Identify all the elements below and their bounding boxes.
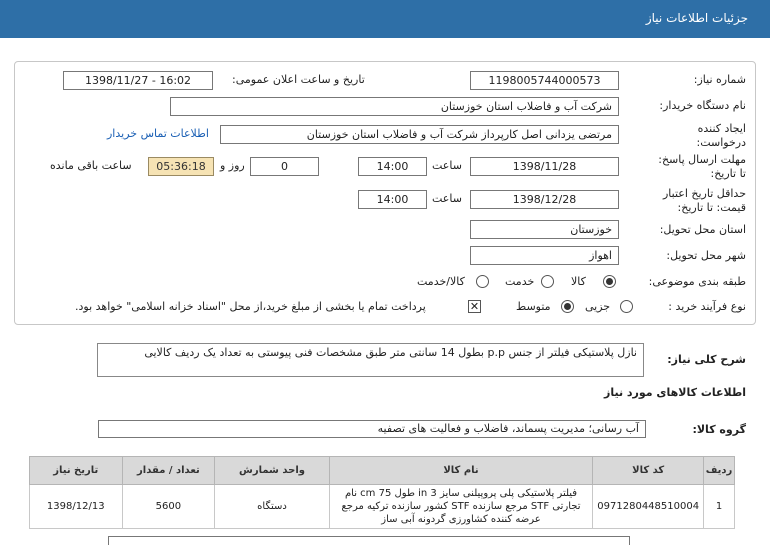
category-option-goods-service: کالا/خدمت <box>417 275 465 288</box>
category-label: طبقه بندی موضوعی: <box>648 275 746 288</box>
validity-date-field[interactable]: 1398/12/28 <box>470 190 619 209</box>
col-header-unit: واحد شمارش <box>215 457 329 485</box>
buyer-label: نام دستگاه خریدار: <box>659 99 746 112</box>
col-header-code: کد کالا <box>593 457 704 485</box>
process-radio-minor[interactable] <box>620 300 633 313</box>
cell-row: 1 <box>704 485 735 529</box>
deadline-label-line2: تا تاریخ: <box>710 167 746 180</box>
deadline-label-line1: مهلت ارسال پاسخ: <box>658 153 746 166</box>
days-remaining-field[interactable]: 0 <box>250 157 319 176</box>
col-header-date: تاریخ نیاز <box>30 457 123 485</box>
page-header <box>0 0 770 38</box>
buyer-field[interactable]: شرکت آب و فاضلاب استان خوزستان <box>170 97 619 116</box>
category-option-service: خدمت <box>505 275 535 288</box>
creator-label-line2: درخواست: <box>696 136 746 149</box>
goods-table <box>29 456 735 529</box>
category-option-goods: کالا <box>571 275 586 288</box>
validity-label-line1: حداقل تاریخ اعتبار <box>662 187 746 200</box>
process-option-minor: جزیی <box>585 300 611 313</box>
deadline-time-field[interactable]: 14:00 <box>358 157 427 176</box>
page-title: جزئیات اطلاعات نیاز <box>645 11 748 25</box>
treasury-payment-checkbox[interactable]: ✕ <box>469 300 480 313</box>
city-field[interactable]: اهواز <box>470 246 619 265</box>
treasury-payment-note: پرداخت تمام یا بخشی از مبلغ خرید،از محل "اسناد خزانه اسلامی" خواهد بود. <box>75 300 426 313</box>
description-label: شرح کلی نیاز: <box>667 353 746 366</box>
need-number-field[interactable]: 1198005744000573 <box>470 71 619 90</box>
buyer-contact-link[interactable]: اطلاعات تماس خریدار <box>107 127 209 140</box>
announce-date-field[interactable]: 1398/11/27 - 16:02 <box>63 71 213 90</box>
province-field[interactable]: خوزستان <box>470 220 619 239</box>
description-field[interactable]: نازل پلاستیکی فیلتر از جنس p.p بطول 14 سانتی متر طبق مشخصات فنی پیوستی به تعداد یک ردیف کالایی <box>97 343 644 377</box>
process-radio-medium[interactable] <box>561 300 574 313</box>
goods-table-header <box>30 457 735 485</box>
announce-date-label: تاریخ و ساعت اعلان عمومی: <box>232 73 365 86</box>
creator-label-line1: ایجاد کننده <box>697 122 746 135</box>
category-radio-goods-service[interactable] <box>476 275 489 288</box>
validity-time-field[interactable]: 14:00 <box>358 190 427 209</box>
category-radio-service[interactable] <box>541 275 554 288</box>
process-label: نوع فرآیند خرید : <box>668 300 746 313</box>
creator-field[interactable]: مرتضی یزدانی اصل کارپرداز شرکت آب و فاضلاب استان خوزستان <box>220 125 619 144</box>
col-header-qty: تعداد / مقدار <box>122 457 215 485</box>
col-header-row: ردیف <box>704 457 735 485</box>
goods-group-field[interactable]: آب رسانی؛ مدیریت پسماند، فاضلاب و فعالیت های تصفیه <box>98 420 646 438</box>
deadline-date-field[interactable]: 1398/11/28 <box>470 157 619 176</box>
goods-group-label: گروه کالا: <box>692 423 746 436</box>
days-label: روز و <box>220 159 245 172</box>
deadline-time-label: ساعت <box>432 159 462 172</box>
remaining-time-field: 05:36:18 <box>148 157 214 176</box>
cell-date: 1398/12/13 <box>30 485 123 529</box>
bottom-box <box>108 536 630 545</box>
cell-unit: دستگاه <box>215 485 329 529</box>
validity-label-line2: قیمت: تا تاریخ: <box>677 201 746 214</box>
province-label: استان محل تحویل: <box>659 223 746 236</box>
cell-name: فیلتر پلاستیکی پلی پروپیلنی سایز 3 in طول 75 cm نام تجارتی STF مرجع سازنده STF کشور سازنده ترکیه مرجع عرضه کننده کشاورزی گردونه آبی ساز <box>329 485 593 529</box>
category-radio-goods[interactable] <box>603 275 616 288</box>
city-label: شهر محل تحویل: <box>666 249 746 262</box>
process-option-medium: متوسط <box>516 300 551 313</box>
validity-time-label: ساعت <box>432 192 462 205</box>
table-row[interactable] <box>30 485 735 529</box>
cell-code: 0971280448510004 <box>593 485 704 529</box>
goods-section-title: اطلاعات کالاهای مورد نیاز <box>604 386 746 399</box>
col-header-name: نام کالا <box>329 457 593 485</box>
need-number-label: شماره نیاز: <box>693 73 746 86</box>
remaining-time-label: ساعت باقی مانده <box>50 159 132 172</box>
cell-qty: 5600 <box>122 485 215 529</box>
